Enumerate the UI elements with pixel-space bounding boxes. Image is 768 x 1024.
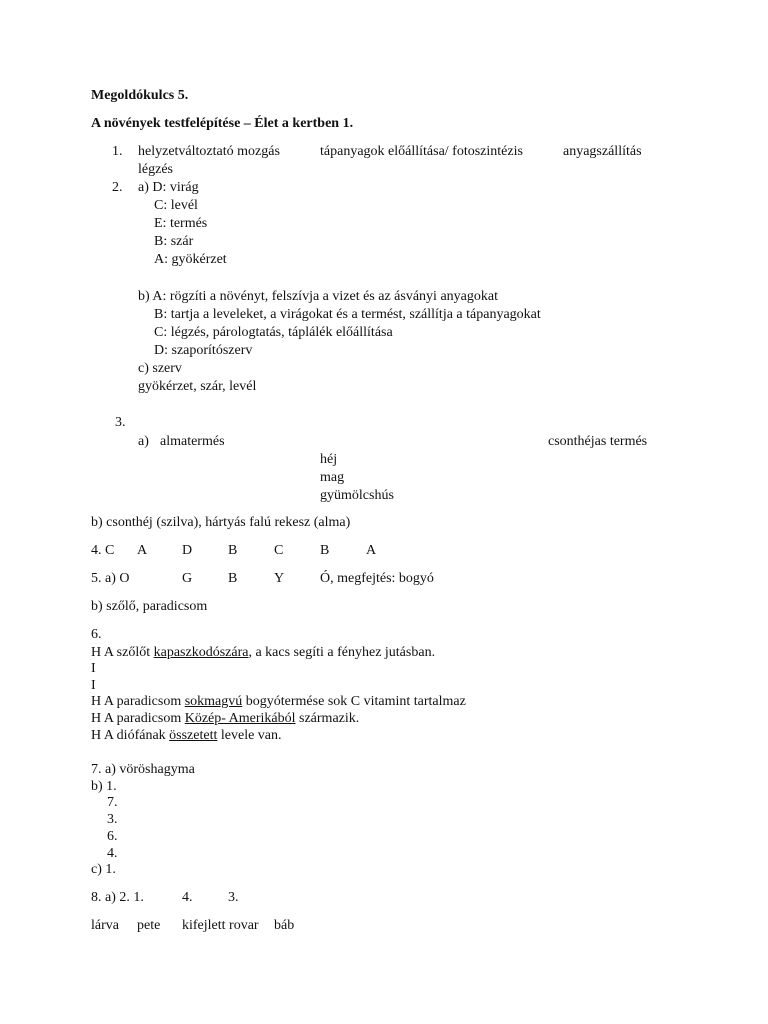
q2-a-item: E: termés — [154, 216, 208, 231]
q2-b-item: D: szaporítószerv — [154, 343, 253, 358]
q6-line-6-post: levele van. — [217, 728, 282, 743]
q6-line-4 — [91, 693, 466, 711]
q2-c-line: gyökérzet, szár, levél — [138, 379, 257, 394]
q2-a-item: A: gyökérzet — [154, 252, 227, 267]
q1-answer-a: helyzetváltoztató mozgás — [138, 144, 280, 159]
q7-b-label: b) 1. — [91, 779, 117, 794]
q6-line-6-pre: H A diófának — [91, 728, 170, 743]
q6-line-1-underlined: kapaszkodószára — [153, 645, 249, 660]
q4-answer: D — [182, 543, 193, 558]
q3-a-mid: mag — [320, 470, 345, 485]
q7-b-item: 6. — [107, 829, 118, 844]
q3-a-right: csonthéjas termés — [548, 434, 648, 449]
q4-answer: B — [320, 543, 330, 558]
q8-word: lárva — [91, 918, 119, 933]
q2-b-label: b) A: rögzíti a növényt, felszívja a vizet és az ásványi anyagokat — [138, 289, 498, 304]
q6-line-6 — [91, 727, 282, 745]
q7-b-item: 3. — [107, 812, 118, 827]
q7-c: c) 1. — [91, 862, 116, 877]
q8-word: kifejlett rovar — [182, 918, 259, 933]
q8-a: 8. a) 2. 1. — [91, 890, 144, 905]
q6-line-6-underlined: összetett — [169, 728, 218, 743]
q1-number: 1. — [112, 144, 123, 159]
q3-b: b) csonthéj (szilva), hártyás falú rekesz (alma) — [91, 515, 351, 530]
q4-answer: A — [366, 543, 377, 558]
q6-number: 6. — [91, 627, 102, 642]
q3-a-label: a) — [138, 434, 149, 449]
q1-answer-b: tápanyagok előállítása/ fotoszintézis — [320, 144, 523, 159]
q8-a-3: 3. — [228, 890, 239, 905]
q5-answer: G — [182, 571, 193, 586]
q6-line-3: I — [91, 678, 96, 693]
q2-c-label: c) szerv — [138, 361, 182, 376]
q5-answer: B — [228, 571, 238, 586]
q2-number: 2. — [112, 180, 123, 195]
q6-line-1 — [91, 644, 435, 662]
q5-answer: Y — [274, 571, 285, 586]
q5-b: b) szőlő, paradicsom — [91, 599, 208, 614]
q2-b-item: C: légzés, párologtatás, táplálék előállítása — [154, 325, 393, 340]
q6-line-2: I — [91, 661, 96, 676]
q6-line-4-underlined: sokmagvú — [184, 694, 243, 709]
q4-answer: A — [137, 543, 148, 558]
q6-line-1-post: , a kacs segíti a fényhez jutásban. — [248, 645, 436, 660]
q4-answer: C — [274, 543, 284, 558]
q2-a-item: B: szár — [154, 234, 194, 249]
q8-a-2: 4. — [182, 890, 193, 905]
q7-b-item: 4. — [107, 846, 118, 861]
q3-a-left: almatermés — [160, 434, 225, 449]
q1-answer-c: anyagszállítás — [563, 144, 642, 159]
doc-subtitle: A növények testfelépítése – Élet a kertben 1. — [91, 116, 354, 131]
q3-a-mid: gyümölcshús — [320, 488, 394, 503]
q6-line-5-underlined: Közép- Amerikából — [184, 711, 296, 726]
q4-answer: B — [228, 543, 238, 558]
q4-number: 4. C — [91, 543, 115, 558]
q3-a-mid: héj — [320, 452, 338, 467]
q2-a-label: a) D: virág — [138, 180, 199, 195]
q6-line-4-post: bogyótermése sok C vitamint tartalmaz — [242, 694, 466, 709]
q6-line-4-pre: H A paradicsom — [91, 694, 185, 709]
q5-number: 5. a) O — [91, 571, 130, 586]
q7-b-item: 7. — [107, 795, 118, 810]
q6-line-1-pre: H A szőlőt — [91, 645, 154, 660]
q5-answer: Ó, megfejtés: bogyó — [320, 571, 434, 586]
q2-a-item: C: levél — [154, 198, 198, 213]
q6-line-5 — [91, 710, 359, 728]
q6-line-5-pre: H A paradicsom — [91, 711, 185, 726]
q3-number: 3. — [115, 415, 126, 430]
q8-word: pete — [137, 918, 161, 933]
q6-line-5-post: származik. — [295, 711, 360, 726]
doc-title: Megoldókulcs 5. — [91, 88, 189, 103]
q1-answer-d: légzés — [138, 162, 173, 177]
q7-a: 7. a) vöröshagyma — [91, 762, 195, 777]
q8-word: báb — [274, 918, 295, 933]
q2-b-item: B: tartja a leveleket, a virágokat és a termést, szállítja a tápanyagokat — [154, 307, 541, 322]
